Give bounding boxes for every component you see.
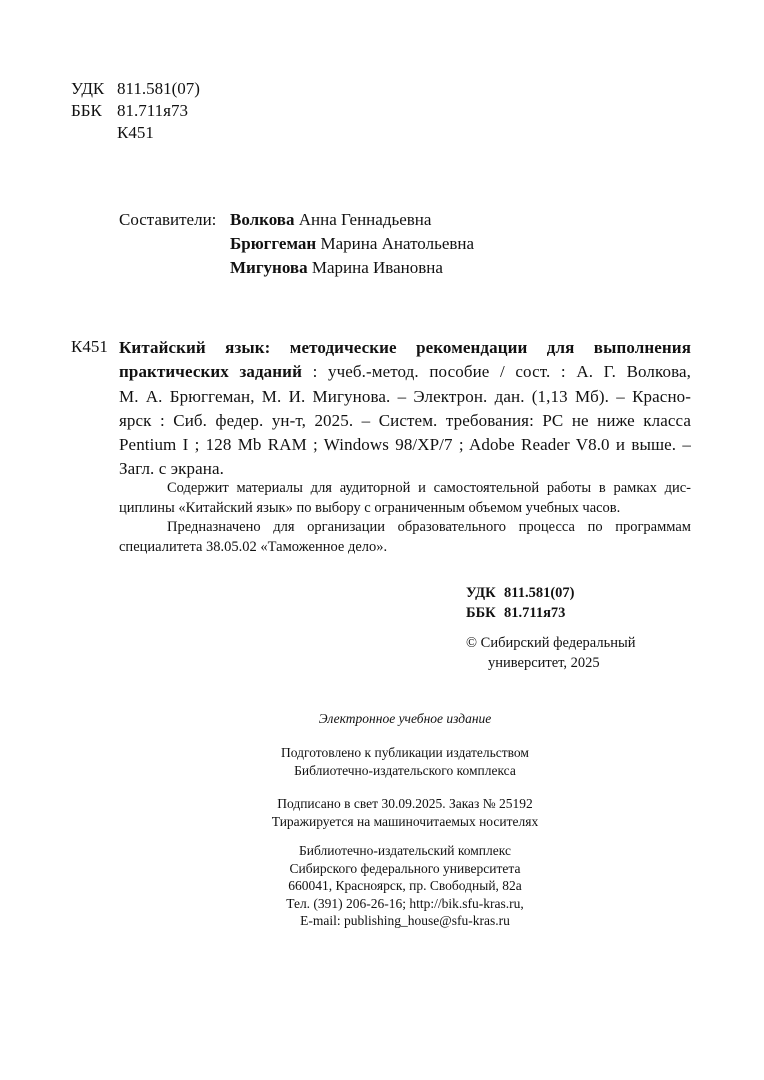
bbk-value-right: 81.711я73 [504, 604, 566, 621]
publisher-phone-web: Тел. (391) 206-26-16; http://bik.sfu-kras.ru, [286, 895, 524, 911]
bbk-row [71, 100, 200, 122]
signed-block [120, 795, 690, 830]
classification-right [466, 584, 574, 623]
compiler-3 [230, 256, 474, 280]
compiler-1-surname: Волкова [230, 210, 295, 229]
compiler-1-name: Анна Геннадьевна [298, 210, 432, 229]
edition-type: Электронное учебное издание [318, 711, 492, 726]
copyright-line1: © Сибирский федеральный [466, 635, 636, 651]
entry-title-part2: практических заданий [119, 362, 302, 382]
entry-line4: ярск : Сиб. федер. ун-т, 2025. – Систем. требования: PC не ниже класса [119, 410, 691, 430]
entry-line3: М. А. Брюггеман, М. И. Мигунова. – Электрон. дан. (1,13 Мб). – Красно- [119, 386, 691, 406]
edition-type-block [120, 710, 690, 728]
prepared-line2: Библиотечно-издательского комплекса [294, 762, 516, 778]
entry-line2 [119, 360, 691, 384]
compiler-2-surname: Брюггеман [230, 234, 317, 253]
publisher-line1: Библиотечно-издательский комплекс [299, 843, 511, 858]
copies-line: Тиражируется на машиночитаемых носителях [271, 813, 539, 829]
entry-code: К451 [71, 337, 108, 356]
entry-line2-rest: : учеб.-метод. пособие / сост. : А. Г. Волкова, [301, 362, 691, 382]
compiler-1 [230, 208, 474, 232]
udk-row-right [466, 584, 574, 604]
udk-row [71, 78, 200, 100]
compilers-list [230, 208, 474, 280]
publisher-email: E-mail: publishing_house@sfu-kras.ru [300, 913, 510, 929]
compiler-2-name: Марина Анатольевна [320, 234, 475, 253]
copyright-line2: университет, 2025 [488, 654, 600, 671]
annotation [119, 479, 691, 557]
annotation-line4: специалитета 38.05.02 «Таможенное дело». [119, 538, 388, 555]
entry-title-part1: Китайский язык: методические рекомендации для выполнения [119, 338, 691, 357]
bbk-label: ББК [71, 101, 102, 120]
classification-top [71, 78, 200, 144]
compilers-label: Составители: [119, 210, 217, 229]
bibliographic-entry [119, 336, 691, 482]
prepared-line1: Подготовлено к публикации издательством [281, 745, 529, 760]
annotation-line3: Предназначено для организации образовательного процесса по программам [167, 519, 691, 536]
compiler-3-surname: Мигунова [230, 258, 308, 277]
annotation-line1: Содержит материалы для аудиторной и самостоятельной работы в рамках дис- [167, 480, 691, 496]
udk-label-right: УДК [466, 585, 496, 601]
compiler-2 [230, 232, 474, 256]
bbk-value: 81.711я73 [117, 101, 188, 120]
compiler-3-name: Марина Ивановна [311, 258, 443, 277]
udk-value-right: 811.581(07) [504, 585, 575, 601]
udk-label: УДК [71, 79, 105, 98]
publisher-line2: Сибирского федерального университета [289, 860, 521, 876]
entry-title-line1 [119, 336, 691, 360]
udk-value: 811.581(07) [117, 79, 200, 98]
bbk-row-right [466, 604, 574, 624]
bbk-label-right: ББК [466, 604, 496, 621]
entry-line6: Загл. с экрана. [119, 459, 224, 479]
signed-line: Подписано в свет 30.09.2025. Заказ № 25192 [277, 796, 533, 811]
prepared-block [120, 744, 690, 779]
annotation-line2: циплины «Китайский язык» по выбору с ограниченным объемом учебных часов. [119, 499, 621, 516]
publisher-block [120, 842, 690, 930]
publisher-address: 660041, Красноярск, пр. Свободный, 82а [288, 878, 522, 894]
entry-line5: Pentium I ; 128 Mb RAM ; Windows 98/XP/7 ; Adobe Reader V8.0 и выше. – [119, 435, 691, 455]
author-sign: К451 [117, 123, 154, 142]
copyright [466, 634, 635, 673]
